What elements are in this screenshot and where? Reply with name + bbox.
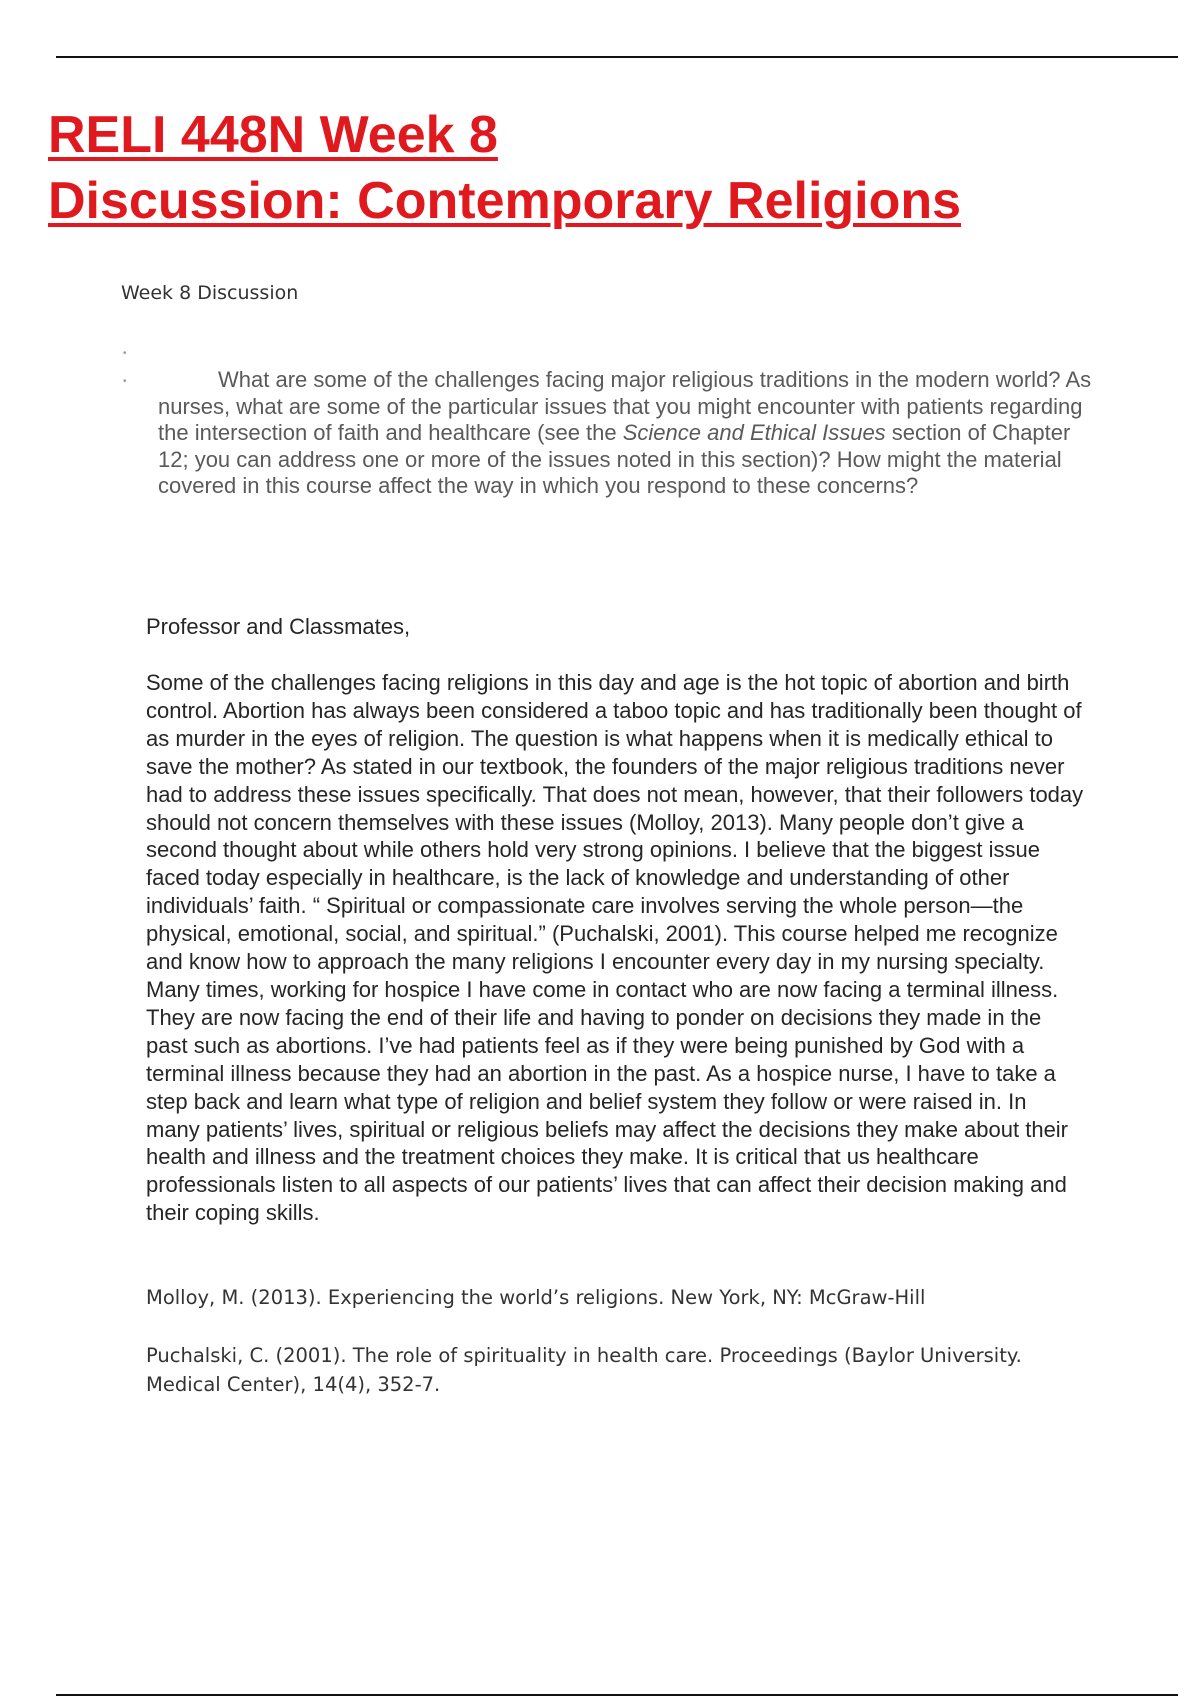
title-line-1: RELI 448N Week 8 [48,106,498,164]
bullet-dot-icon: • [123,376,127,387]
response-body: Some of the challenges facing religions in this day and age is the hot topic of abortion and birth control. Abortion has always been considered a taboo topic and has traditionally been thought of as murder in the eyes of religion. The question is what happens when it is medically ethical to save the mother? As stated in our textbook, the founders of the major religious traditions never had to address these issues specifically. That does not mean, however, that their followers today should not concern themselves with these issues (Molloy, 2013). Many people don’t give a second thought about while others hold very strong opinions. I believe that the biggest issue faced today especially in healthcare, is the lack of knowledge and understanding of other individuals’ faith. “ Spiritual or compassionate care involves serving the whole person—the physical, emotional, social, and spiritual.” (Puchalski, 2001). This course helped me recognize and know how to approach the many religions I encounter every day in my nursing specialty. Many times, working for hospice I have come in contact who are now facing a terminal illness. They are now facing the end of their life and having to ponder on decisions they made in the past such as abortions. I’ve had patients feel as if they were being punished by God with a terminal illness because they had an abortion in the past. As a hospice nurse, I have to take a step back and learn what type of religion and belief system they follow or were raised in. In many patients’ lives, spiritual or religious beliefs may affect the decisions they make about their health and illness and the treatment choices they make. It is critical that us healthcare professionals listen to all aspects of our patients’ lives that can affect their decision making and their coping skills. [146,670,1084,1226]
prompt-italic-text: Science and Ethical Issues [622,420,886,446]
reference-item: Puchalski, C. (2001). The role of spirituality in health care. Proceedings (Baylor University. Medical Center), 14(4), 352-7. [146,1344,1022,1396]
page-title [48,102,1168,234]
prompt-text-1: What are some of the challenges facing major religious traditions in the modern world? As nurses, what are some of the particular issues that you might encounter with patients regarding the intersection of faith and healthcare (see the [158,367,1092,446]
title-line-2: Discussion: Contemporary Religions [48,172,962,230]
greeting: Professor and Classmates, [146,614,411,639]
reference-item: Molloy, M. (2013). Experiencing the world’s religions. New York, NY: McGraw-Hill [146,1286,926,1309]
bullet-dot-icon: • [123,348,127,359]
prompt-text-2: section of Chapter 12; you can address one or more of the issues noted in this section)? How might the material covered in this course affect the way in which you respond to these concerns? [158,420,1071,499]
discussion-prompt [158,367,1093,500]
section-label: Week 8 Discussion [121,282,299,304]
bottom-divider [56,1694,1178,1696]
top-divider [56,56,1178,58]
